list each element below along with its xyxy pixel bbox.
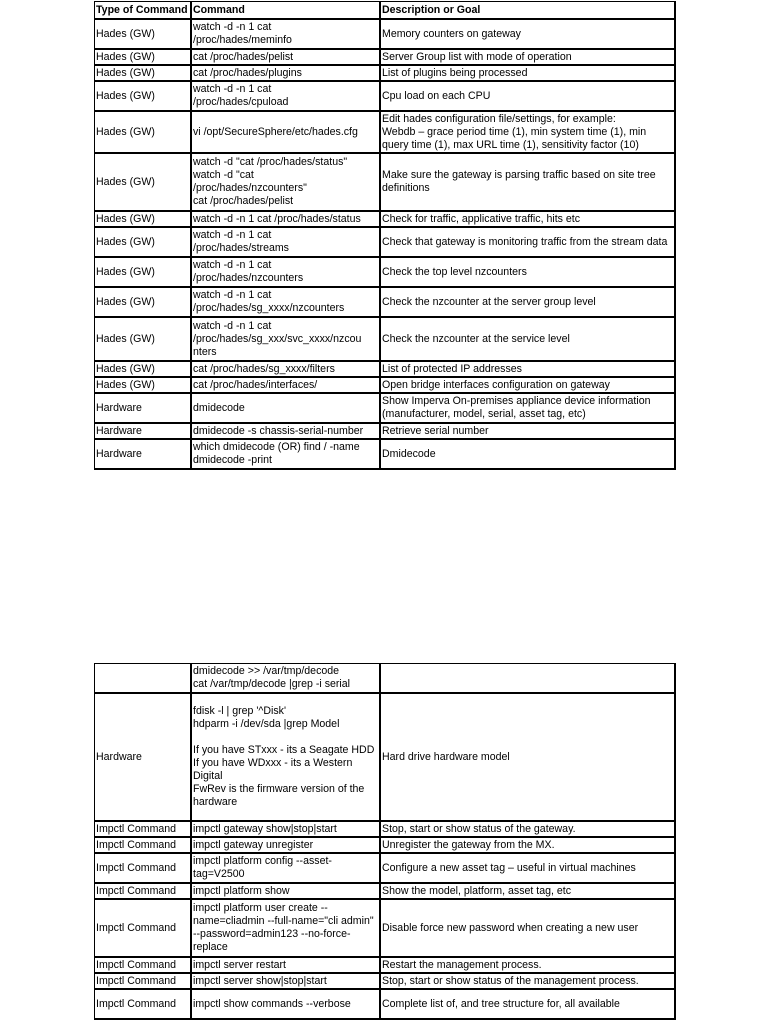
table-row: [95, 664, 676, 694]
cell-type: Impctl Command: [95, 958, 192, 974]
cell-type: Hades (GW): [95, 318, 192, 362]
cell-command: dmidecode >> /var/tmp/decode cat /var/tmp/decode |grep -i serial: [192, 664, 381, 694]
cell-description: Disable force new password when creating a new user: [381, 900, 676, 958]
table-row: [95, 958, 676, 974]
table-row: [95, 318, 676, 362]
cell-description: Server Group list with mode of operation: [381, 50, 676, 66]
cell-type: Hades (GW): [95, 378, 192, 394]
cell-type: Hades (GW): [95, 20, 192, 50]
table-row: [95, 822, 676, 838]
cell-command: cat /proc/hades/pelist: [192, 50, 381, 66]
cell-command: impctl platform show: [192, 884, 381, 900]
table-row: [95, 82, 676, 112]
command-table-bottom: [94, 663, 676, 1020]
cell-description: Show the model, platform, asset tag, etc: [381, 884, 676, 900]
cell-type: Hardware: [95, 694, 192, 822]
cell-type: Hades (GW): [95, 362, 192, 378]
cell-description: Check the nzcounter at the service level: [381, 318, 676, 362]
command-table-top: [94, 1, 676, 470]
cell-command: watch -d -n 1 cat /proc/hades/sg_xxxx/nzcounters: [192, 288, 381, 318]
cell-description: Cpu load on each CPU: [381, 82, 676, 112]
table-row: [95, 212, 676, 228]
cell-type: Hades (GW): [95, 50, 192, 66]
cell-type: Hades (GW): [95, 228, 192, 258]
cell-type: Hades (GW): [95, 288, 192, 318]
cell-type: Impctl Command: [95, 838, 192, 854]
cell-command: fdisk -l | grep '^Disk' hdparm -i /dev/sda |grep Model If you have STxxx - its a Seagate HDD If you have WDxxx - its a Western Digital FwRev is the firmware version of the hardware: [192, 694, 381, 822]
cell-description: Memory counters on gateway: [381, 20, 676, 50]
cell-command: watch -d "cat /proc/hades/status" watch -d "cat /proc/hades/nzcounters" cat /proc/hades/pelist: [192, 154, 381, 212]
cell-command: impctl platform config --asset-tag=V2500: [192, 854, 381, 884]
cell-type: Hades (GW): [95, 212, 192, 228]
cell-command: impctl platform user create --name=cliadmin --full-name="cli admin" --password=admin123 --no-force-replace: [192, 900, 381, 958]
cell-type: Impctl Command: [95, 974, 192, 990]
table-row: [95, 66, 676, 82]
table-row: [95, 378, 676, 394]
cell-description: Unregister the gateway from the MX.: [381, 838, 676, 854]
table-row: [95, 424, 676, 440]
table-row: [95, 440, 676, 470]
table-row: [95, 228, 676, 258]
cell-command: vi /opt/SecureSphere/etc/hades.cfg: [192, 112, 381, 154]
cell-command: watch -d -n 1 cat /proc/hades/cpuload: [192, 82, 381, 112]
header-command: Command: [192, 2, 381, 20]
cell-description: Edit hades configuration file/settings, for example: Webdb – grace period time (1), min system time (1), min query time (1), max URL time (1), sensitivity factor (10): [381, 112, 676, 154]
cell-description: [381, 664, 676, 694]
table-row: [95, 838, 676, 854]
cell-type: Impctl Command: [95, 884, 192, 900]
table-row: [95, 50, 676, 66]
cell-command: which dmidecode (OR) find / -name dmidecode -print: [192, 440, 381, 470]
cell-command: impctl server restart: [192, 958, 381, 974]
cell-type: Hades (GW): [95, 66, 192, 82]
cell-type: Hardware: [95, 394, 192, 424]
cell-command: cat /proc/hades/plugins: [192, 66, 381, 82]
cell-description: Open bridge interfaces configuration on gateway: [381, 378, 676, 394]
cell-description: Restart the management process.: [381, 958, 676, 974]
cell-command: watch -d -n 1 cat /proc/hades/meminfo: [192, 20, 381, 50]
cell-command: watch -d -n 1 cat /proc/hades/status: [192, 212, 381, 228]
table-row: [95, 154, 676, 212]
cell-description: Hard drive hardware model: [381, 694, 676, 822]
cell-description: Stop, start or show status of the gateway.: [381, 822, 676, 838]
cell-command: dmidecode -s chassis-serial-number: [192, 424, 381, 440]
table-row: [95, 362, 676, 378]
cell-type: Hades (GW): [95, 154, 192, 212]
table-row: [95, 112, 676, 154]
cell-command: cat /proc/hades/sg_xxxx/filters: [192, 362, 381, 378]
cell-command: cat /proc/hades/interfaces/: [192, 378, 381, 394]
table-row: [95, 900, 676, 958]
cell-description: Stop, start or show status of the management process.: [381, 974, 676, 990]
cell-command: watch -d -n 1 cat /proc/hades/sg_xxx/svc_xxxx/nzcou nters: [192, 318, 381, 362]
cell-type: Impctl Command: [95, 822, 192, 838]
table-row: [95, 394, 676, 424]
cell-type: Hardware: [95, 424, 192, 440]
table-row: [95, 288, 676, 318]
cell-type: [95, 664, 192, 694]
cell-description: Show Imperva On-premises appliance device information (manufacturer, model, serial, asset tag, etc): [381, 394, 676, 424]
cell-description: Make sure the gateway is parsing traffic based on site tree definitions: [381, 154, 676, 212]
table-row: [95, 694, 676, 822]
cell-type: Impctl Command: [95, 990, 192, 1020]
cell-description: Check the top level nzcounters: [381, 258, 676, 288]
cell-command: impctl show commands --verbose: [192, 990, 381, 1020]
cell-description: List of protected IP addresses: [381, 362, 676, 378]
cell-type: Hardware: [95, 440, 192, 470]
header-description: Description or Goal: [381, 2, 676, 20]
cell-type: Hades (GW): [95, 258, 192, 288]
cell-description: Check for traffic, applicative traffic, hits etc: [381, 212, 676, 228]
cell-description: Check the nzcounter at the server group level: [381, 288, 676, 318]
cell-description: Check that gateway is monitoring traffic from the stream data: [381, 228, 676, 258]
table-row: [95, 258, 676, 288]
cell-description: Complete list of, and tree structure for, all available: [381, 990, 676, 1020]
table-header-row: [95, 2, 676, 20]
cell-command: watch -d -n 1 cat /proc/hades/nzcounters: [192, 258, 381, 288]
cell-type: Hades (GW): [95, 112, 192, 154]
cell-type: Impctl Command: [95, 900, 192, 958]
cell-command: impctl gateway unregister: [192, 838, 381, 854]
cell-description: List of plugins being processed: [381, 66, 676, 82]
cell-type: Impctl Command: [95, 854, 192, 884]
table-row: [95, 884, 676, 900]
cell-command: watch -d -n 1 cat /proc/hades/streams: [192, 228, 381, 258]
cell-type: Hades (GW): [95, 82, 192, 112]
cell-description: Retrieve serial number: [381, 424, 676, 440]
cell-command: dmidecode: [192, 394, 381, 424]
cell-command: impctl server show|stop|start: [192, 974, 381, 990]
table-row: [95, 990, 676, 1020]
cell-description: Dmidecode: [381, 440, 676, 470]
table-row: [95, 20, 676, 50]
table-row: [95, 854, 676, 884]
table-row: [95, 974, 676, 990]
header-type-of-command: Type of Command: [95, 2, 192, 20]
cell-description: Configure a new asset tag – useful in virtual machines: [381, 854, 676, 884]
cell-command: impctl gateway show|stop|start: [192, 822, 381, 838]
